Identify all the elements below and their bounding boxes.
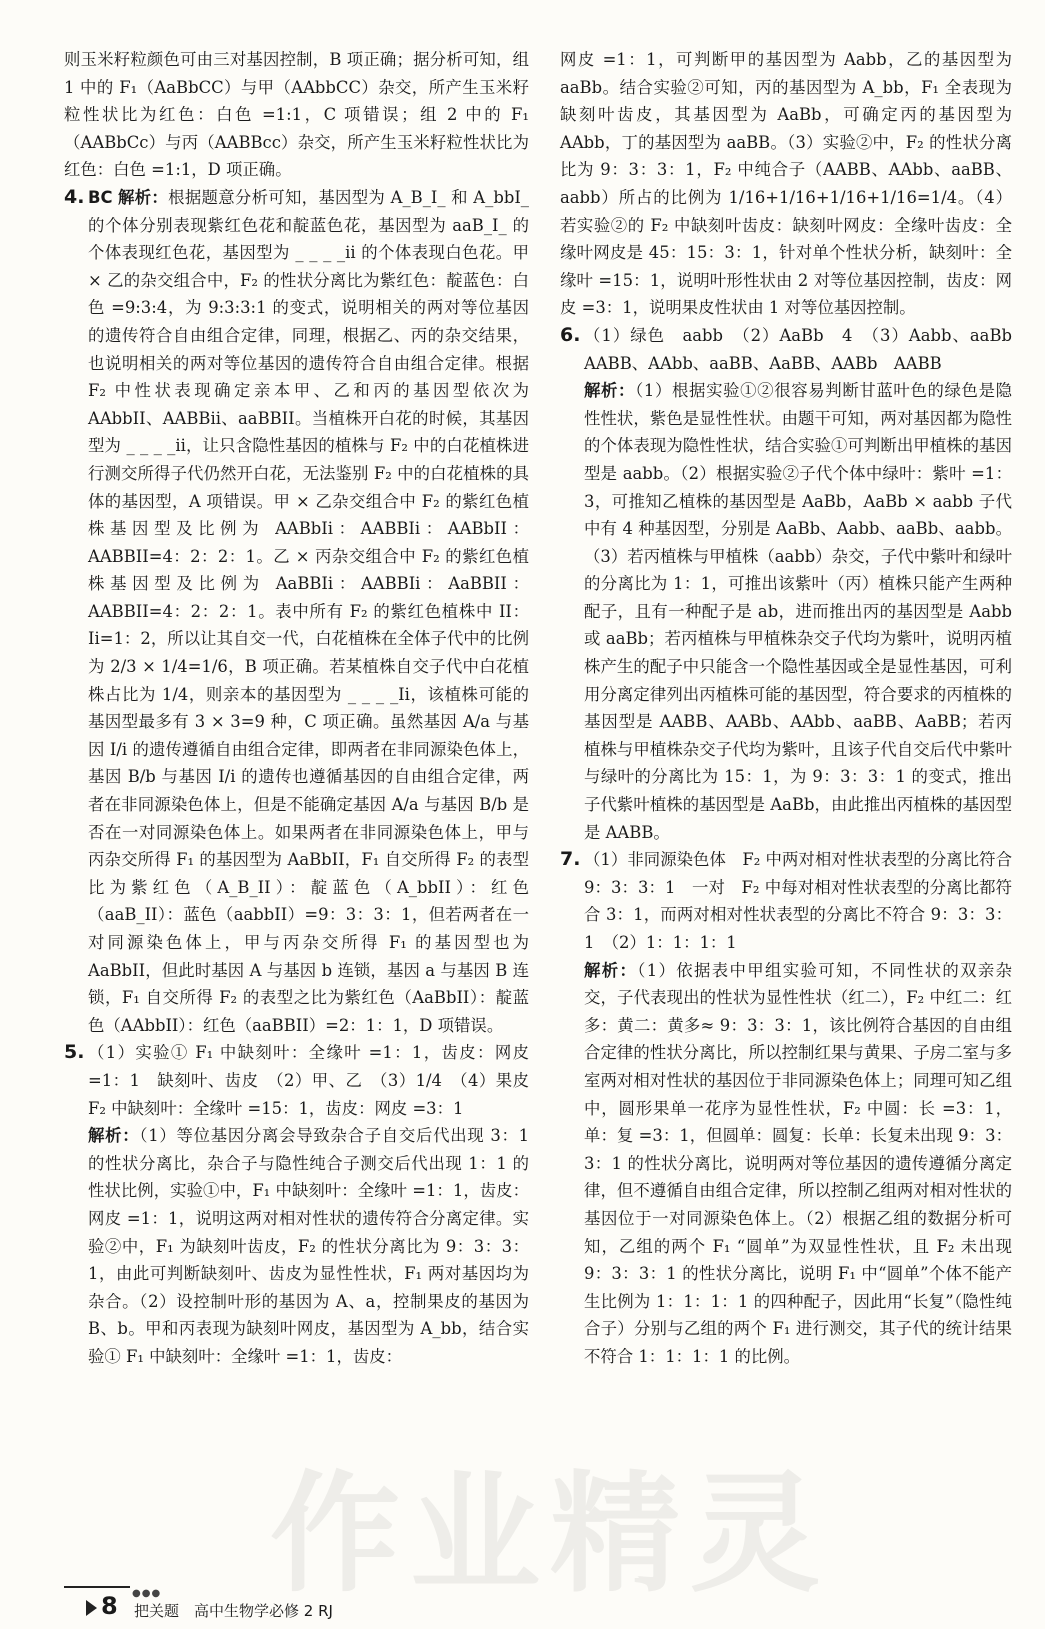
answer: （1）绿色 aabb （2）AaBb 4 （3）Aabb、aaBb AABB、AAbb、aaBB、AaBB、AABb AABB bbox=[584, 325, 1029, 373]
question-number: 5. bbox=[64, 1041, 85, 1064]
analysis-label: 解析： bbox=[584, 381, 636, 401]
footer-rule bbox=[64, 1586, 130, 1588]
question-6 bbox=[560, 322, 1029, 846]
continued-paragraph: 则玉米籽粒颜色可由三对基因控制，B 项正确；据分析可知，组 1 中的 F₁（AaBbCC）与甲（AAbbCC）杂交，所产生玉米籽粒性状比为红色：白色 =1:1，C 项错误；组 2 中的 F₁（AABbCc）与丙（AABBcc）杂交，所产生玉米籽粒性状比为红色：白色 =1:1，D 项正确。 bbox=[64, 50, 529, 180]
question-number: 6. bbox=[560, 323, 581, 346]
answer: BC bbox=[88, 187, 113, 207]
watermark: 作业精灵 bbox=[270, 1458, 831, 1610]
analysis-text: 根据题意分析可知，基因型为 A_B_I_ 和 A_bbI_ 的个体分别表现紫红色花和靛蓝色花，基因型为 aaB_I_ 的个体表现红色花，基因型为 _ _ _ _ii 的个体表现白色花。甲 × 乙的杂交组合中，F₂ 的性状分离比为紫红色：靛蓝色：白色 =9:3:4，为 9:3:3:1 的变式，说明相关的两对等位基因的遗传符合自由组合定律，同理，根据乙、丙的杂交结果，也说明相关的两对等位基因的遗传符合自由组合定律。根据 F₂ 中性状表现确定亲本甲、乙和丙的基因型依次为 AAbbII、AABBii、aaBBII。当植株开白花的时候，其基因型为 _ _ _ _ii，让只含隐性基因的植株与 F₂ 中的白花植株进行测交所得子代仍然开白花，无法鉴别 F₂ 中的白花植株的具体的基因型，A 项错误。甲 × 乙杂交组合中 F₂ 的紫红色植株基因型及比例为 AABbIi：AABBIi：AABbII：AABBII=4：2：2：1。乙 × 丙杂交组合中 F₂ 的紫红色植株基因型及比例为 AaBBIi：AABBIi：AaBBII：AABBII=4：2：2：1。表中所有 F₂ 的紫红色植株中 II：Ii=1：2，所以让其自交一代，白花植株在全体子代中的比例为 2/3 × 1/4=1/6，B 项正确。若某植株自交子代中白花植株占比为 1/4，则亲本的基因型为 _ _ _ _Ii，该植株可能的基因型最多有 3 × 3=9 种，C 项正确。虽然基因 A/a 与基因 I/i 的遗传遵循自由组合定律，即两者在非同源染色体上，基因 B/b 与基因 I/i 的遗传也遵循基因的自由组合定律，两者在非同源染色体上，但是不能确定基因 A/a 与基因 B/b 是否在一对同源染色体上。如果两者在非同源染色体上，甲与丙杂交所得 F₁ 的基因型为 AaBbII，F₁ 自交所得 F₂ 的表型比为紫红色（A_B_II）：靛蓝色（A_bbII）：红色（aaB_II）：蓝色（aabbII）=9：3：3：1，但若两者在一对同源染色体上，甲与丙杂交所得 F₁ 的基因型也为 AaBbII，但此时基因 A 与基因 b 连锁，基因 a 与基因 B 连锁，F₁ 自交所得 F₂ 的表型之比为紫红色（AaBbII）：靛蓝色（AAbbII）：红色（aaBBII）=2：1：1，D 项错误。 bbox=[88, 187, 529, 1035]
analysis-label: 解析： bbox=[118, 187, 169, 207]
question-number: 7. bbox=[560, 848, 581, 871]
question-5 bbox=[64, 1039, 546, 1370]
book-title: 把关题 高中生物学必修 2 RJ bbox=[134, 1602, 333, 1620]
continued-paragraph: 网皮 =1：1，可判断甲的基因型为 Aabb，乙的基因型为 aaBb。结合实验②可知，丙的基因型为 A_bb，F₁ 全表现为缺刻叶齿皮，其基因型为 AaBb，可确定丙的基因型为 AAbb，丁的基因型为 aaBB。（3）实验②中，F₂ 的性状分离比为 9：3：3：1，F₂ 中纯合子（AABB、AAbb、aaBB、aabb）所占的比例为 1/16+1/16+1/16+1/16=1/4。（4）若实验②的 F₂ 中缺刻叶齿皮：缺刻叶网皮：全缘叶齿皮：全缘叶网皮是 45：15：3：1，针对单个性状分析，缺刻叶：全缘叶 =15：1，说明叶形性状由 2 对等位基因控制，齿皮：网皮 =3：1，说明果皮性状由 1 对等位基因控制。 bbox=[560, 50, 1012, 318]
dots-icon: ●●● bbox=[132, 1588, 162, 1599]
answer: （1）非同源染色体 F₂ 中两对相对性状表型的分离比符合 9：3：3：1 一对 F₂ 中每对相对性状表型的分离比都符合 3：1，而两对相对性状表型的分离比不符合 9：3：3：1 （2）1：1：1：1 bbox=[584, 850, 1012, 952]
right-column bbox=[560, 46, 1029, 1371]
analysis-label: 解析： bbox=[584, 960, 638, 980]
analysis-text: （1）等位基因分离会导致杂合子自交后代出现 3：1 的性状分离比，杂合子与隐性纯合子测交后代出现 1：1 的性状比例，实验①中，F₁ 中缺刻叶：全缘叶 =1：1，齿皮：网皮 =1：1，说明这两对相对性状的遗传符合分离定律。实验②中，F₁ 为缺刻叶齿皮，F₂ 的性状分离比为 9：3：3：1，由此可判断缺刻叶、齿皮为显性性状，F₁ 两对基因均为杂合。（2）设控制叶形的基因为 A、a，控制果皮的基因为 B、b。甲和丙表现为缺刻叶网皮，基因型为 A_bb，结合实验① F₁ 中缺刻叶：全缘叶 =1：1，齿皮： bbox=[88, 1126, 530, 1366]
page-footer bbox=[0, 1586, 1045, 1620]
question-4 bbox=[64, 184, 529, 1039]
analysis-label: 解析： bbox=[88, 1126, 140, 1146]
play-triangle-icon bbox=[86, 1600, 97, 1616]
left-column bbox=[64, 46, 546, 1371]
analysis-text: （1）根据实验①②很容易判断甘蓝叶色的绿色是隐性性状，紫色是显性性状。由题干可知，两对基因都为隐性的个体表现为隐性性状，结合实验①可判断出甲植株的基因型是 aabb。（2）根据实验②子代个体中绿叶：紫叶 =1：3，可推知乙植株的基因型是 AaBb，AaBb × aabb 子代中有 4 种基因型，分别是 AaBb、Aabb、aaBb、aabb。（3）若丙植株与甲植株（aabb）杂交，子代中紫叶和绿叶的分离比为 1：1，可推出该紫叶（丙）植株只能产生两种配子，且有一种配子是 ab，进而推出丙的基因型是 Aabb 或 aaBb；若丙植株与甲植株杂交子代均为紫叶，说明丙植株产生的配子中只能含一个隐性基因或全是显性基因，可利用分离定律列出丙植株可能的基因型，符合要求的丙植株的基因型是 AABB、AABb、AAbb、aaBB、AaBB；若丙植株与甲植株杂交子代均为紫叶，且该子代自交后代中紫叶与绿叶的分离比为 15：1，为 9：3：3：1 的变式，推出子代紫叶植株的基因型是 AaBb，由此推出丙植株的基因型是 AABB。 bbox=[584, 381, 1012, 842]
analysis-text: （1）依据表中甲组实验可知，不同性状的双亲杂交，子代表现出的性状为显性性状（红二），F₂ 中红二：红多：黄二：黄多≈ 9：3：3：1，该比例符合基因的自由组合定律的性状分离比，所以控制红果与黄果、子房二室与多室两对相对性状的基因位于非同源染色体上；同理可知乙组中，圆形果单一花序为显性性状，F₂ 中圆：长 =3：1，单：复 =3：1，但圆单：圆复：长单：长复未出现 9：3：3：1 的性状分离比，说明两对等位基因的遗传遵循分离定律，但不遵循自由组合定律，所以控制乙组两对相对性状的基因位于一对同源染色体上。（2）根据乙组的数据分析可知，乙组的两个 F₁ “圆单”为双显性性状，且 F₂ 未出现 9：3：3：1 的性状分离比，说明 F₁ 中“圆单”个体不能产生比例为 1：1：1：1 的四种配子，因此用“长复”（隐性纯合子）分别与乙组的两个 F₁ 进行测交，其子代的统计结果不符合 1：1：1：1 的比例。 bbox=[584, 960, 1013, 1366]
question-7 bbox=[560, 846, 1012, 1370]
question-number: 4. bbox=[64, 185, 85, 208]
answer: （1）实验① F₁ 中缺刻叶：全缘叶 =1：1，齿皮：网皮 =1：1 缺刻叶、齿皮 （2）甲、乙 （3）1/4 （4）果皮 F₂ 中缺刻叶：全缘叶 =15：1，齿皮：网皮 =3：1 bbox=[88, 1043, 546, 1118]
page-number: 8 bbox=[101, 1592, 118, 1620]
